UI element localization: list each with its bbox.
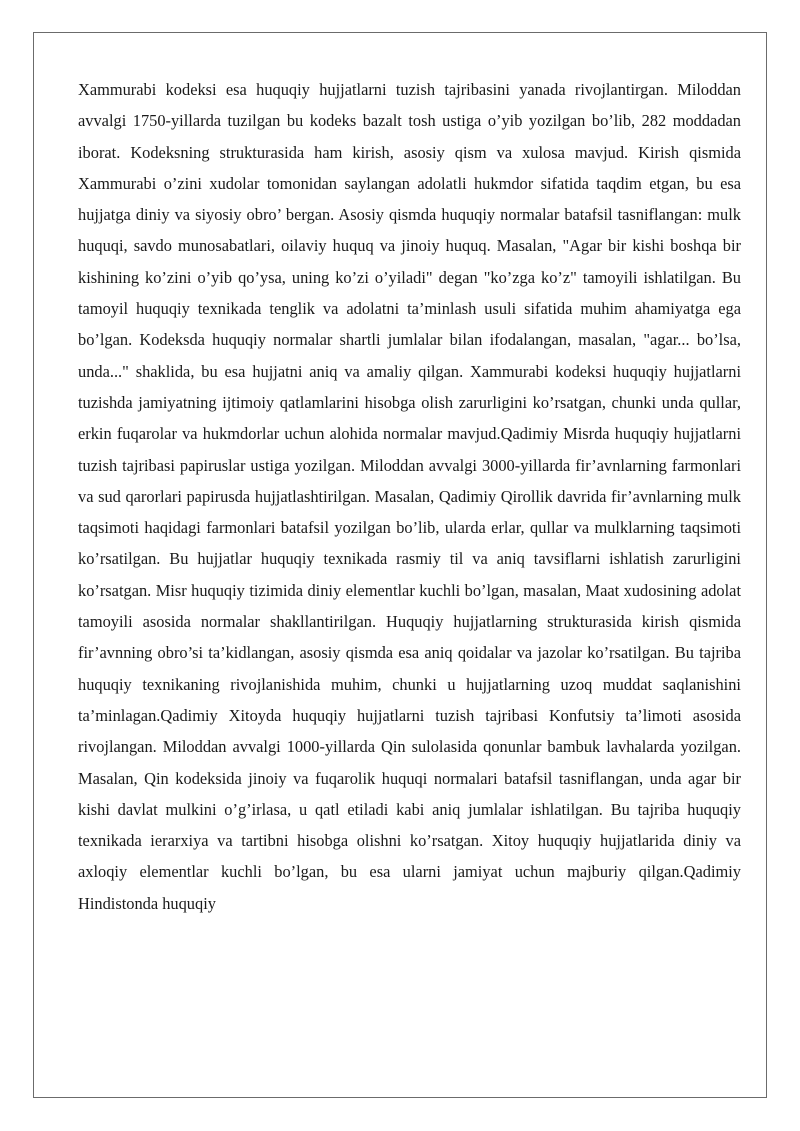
body-paragraph: Xammurabi kodeksi esa huquqiy hujjatlarni tuzish tajribasini yanada rivojlantirgan. Miloddan avvalgi 1750-yillarda tuzilgan bu kodeks bazalt tosh ustiga o’yib yozilgan bo’lib, 282 moddadan iborat. Kodeksning strukturasida ham kirish, asosiy qism va xulosa mavjud. Kirish qismida Xammurabi o’zini xudolar tomonidan saylangan adolatli hukmdor sifatida taqdim etgan, bu esa hujjatga diniy va siyosiy obro’ bergan. Asosiy qismda huquqiy normalar batafsil tasniflangan: mulk huquqi, savdo munosabatlari, oilaviy huquq va jinoiy huquq. Masalan, "Agar bir kishi boshqa bir kishining ko’zini o’yib qo’ysa, uning ko’zi o’yiladi" degan "ko’zga ko’z" tamoyili ishlatilgan. Bu tamoyil huquqiy texnikada tenglik va adolatni ta’minlash usuli sifatida muhim ahamiyatga ega bo’lgan. Kodeksda huquqiy normalar shartli jumlalar bilan ifodalangan, masalan, "agar... bo’lsa, unda..." shaklida, bu esa hujjatni aniq va amaliy qilgan. Xammurabi kodeksi huquqiy hujjatlarni tuzishda jamiyatning ijtimoiy qatlamlarini hisobga olish zarurligini ko’rsatgan, chunki unda qullar, erkin fuqarolar va hukmdorlar uchun alohida normalar mavjud.Qadimiy Misrda huquqiy hujjatlarni tuzish tajribasi papiruslar ustiga yozilgan. Miloddan avvalgi 3000-yillarda fir’avnlarning farmonlari va sud qarorlari papirusda hujjatlashtirilgan. Masalan, Qadimiy Qirollik davrida fir’avnlarning mulk taqsimoti haqidagi farmonlari batafsil yozilgan bo’lib, ularda erlar, qullar va mulklarning taqsimoti ko’rsatilgan. Bu hujjatlar huquqiy texnikada rasmiy til va aniq tavsiflarni ishlatish zarurligini ko’rsatgan. Misr huquqiy tizimida diniy elementlar kuchli bo’lgan, masalan, Maat xudosining adolat tamoyili asosida normalar shakllantirilgan. Huquqiy hujjatlarning strukturasida kirish qismida fir’avnning obro’si ta’kidlangan, asosiy qismda esa aniq qoidalar va jazolar ko’rsatilgan. Bu tajriba huquqiy texnikaning rivojlanishida muhim, chunki u hujjatlarning uzoq muddat saqlanishini ta’minlagan.Qadimiy Xitoyda huquqiy hujjatlarni tuzish tajribasi Konfutsiy ta’limoti asosida rivojlangan. Miloddan avvalgi 1000-yillarda Qin sulolasida qonunlar bambuk lavhalarda yozilgan. Masalan, Qin kodeksida jinoiy va fuqarolik huquqi normalari batafsil tasniflangan, unda agar bir kishi davlat mulkini o’g’irlasa, u qatl etiladi kabi aniq jumlalar ishlatilgan. Bu tajriba huquqiy texnikada ierarxiya va tartibni hisobga olishni ko’rsatgan. Xitoy huquqiy hujjatlarida diniy va axloqiy elementlar kuchli bo’lgan, bu esa ularni jamiyat uchun majburiy qilgan.Qadimiy Hindistonda huquqiy — [78, 80, 741, 913]
